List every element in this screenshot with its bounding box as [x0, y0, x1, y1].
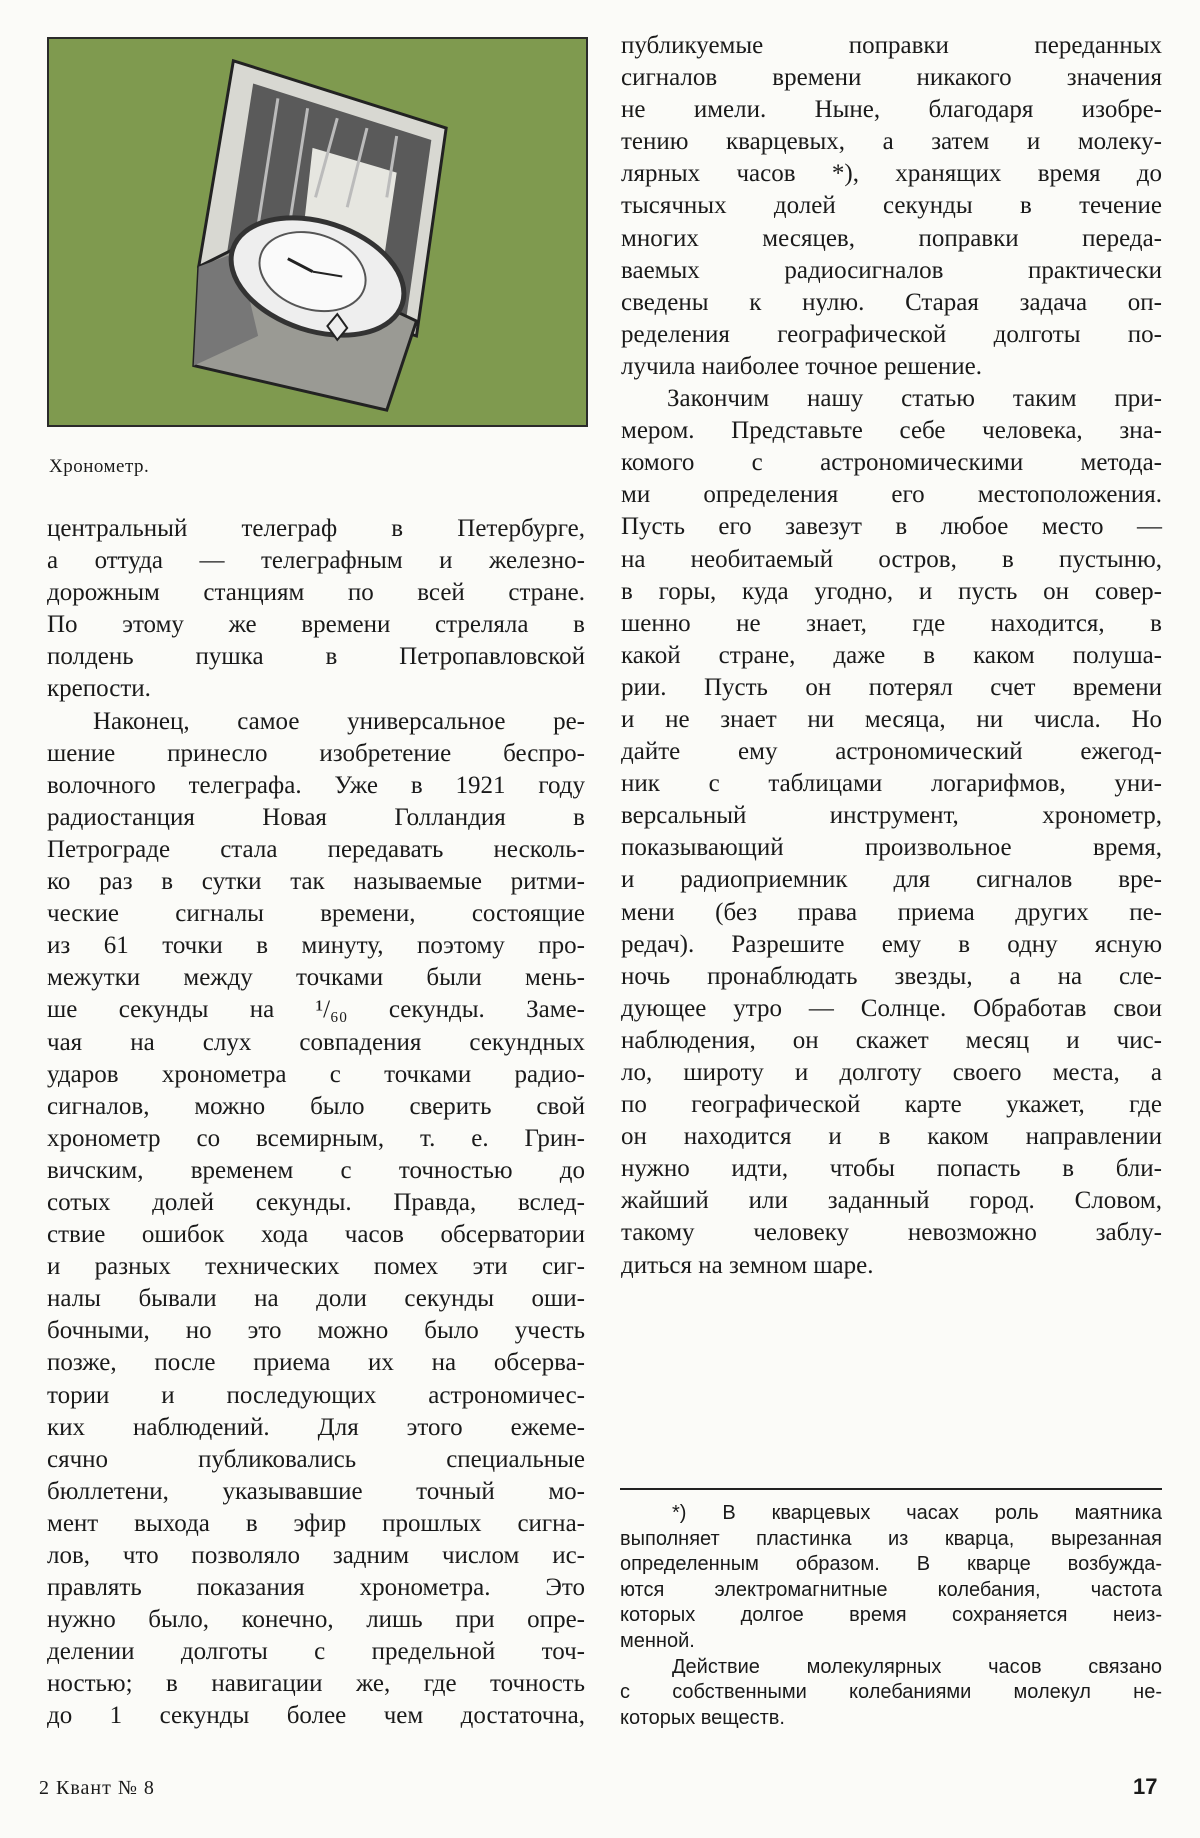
text-line: ударов хронометра с точками радио-: [47, 1060, 585, 1088]
text-line: которых веществ.: [620, 1706, 785, 1729]
paragraph: [47, 513, 585, 706]
text-line: версальный инструмент, хронометр,: [621, 802, 1162, 830]
text-line: тории и последующих астрономичес-: [47, 1381, 585, 1409]
text-line: по географической карте укажет, где: [621, 1091, 1162, 1119]
text-line: выполняет пластинка из кварца, вырезанная: [620, 1527, 1162, 1550]
text-line: не имели. Ныне, благодаря изобре-: [621, 96, 1162, 124]
text-line: позже, после приема их на обсерва-: [47, 1349, 585, 1377]
text-line: диться на земном шаре.: [621, 1251, 874, 1279]
text-line: ких наблюдений. Для этого ежеме-: [47, 1413, 585, 1441]
text-line: крепости.: [47, 675, 151, 703]
text-line: такому человеку невозможно заблу-: [621, 1219, 1162, 1247]
text-line: сигналов времени никакого значения: [621, 64, 1162, 92]
text-line: редач). Разрешите ему в одну ясную: [621, 930, 1162, 958]
text-line: он находится и в каком направлении: [621, 1123, 1162, 1151]
text-line: в горы, куда угодно, и пусть он совер-: [621, 577, 1162, 605]
text-line: мени (без права приема других пе-: [621, 898, 1162, 926]
text-line: По этому же времени стреляла в: [47, 611, 585, 639]
text-line: Пусть его завезут в любое место —: [621, 513, 1162, 541]
text-line: и разных технических помех эти сиг-: [47, 1253, 585, 1281]
text-line: определенным образом. В кварце возбужда-: [620, 1553, 1162, 1576]
text-line: вичским, временем с точностью до: [47, 1156, 585, 1184]
paragraph: [620, 1501, 1162, 1655]
text-line: ко раз в сутки так называемые ритми-: [47, 868, 585, 896]
text-line: Закончим нашу статью таким при-: [667, 385, 1162, 413]
text-line: сведены к нулю. Старая задача оп-: [621, 288, 1162, 316]
paragraph: [621, 30, 1162, 383]
text-line: многих месяцев, поправки переда-: [621, 224, 1162, 252]
text-line: делении долготы с предельной точ-: [47, 1638, 585, 1666]
text-line: ло, широту и долготу своего места, а: [621, 1059, 1162, 1086]
text-line: нужно идти, чтобы попасть в бли-: [621, 1155, 1162, 1183]
text-line: на необитаемый остров, в пустыню,: [621, 545, 1162, 573]
paragraph: [621, 383, 1162, 1282]
text-line: тысячных долей секунды в течение: [621, 192, 1162, 220]
text-line: центральный телеграф в Петербурге,: [47, 515, 585, 542]
text-line: тению кварцевых, а затем и молеку-: [621, 128, 1162, 156]
paragraph: [47, 706, 585, 1733]
text-line: публикуемые поправки переданных: [621, 32, 1162, 59]
text-line: а оттуда — телеграфным и железно-: [47, 547, 585, 575]
right-text-column: [621, 30, 1162, 1282]
text-line: какой стране, даже в каком полуша-: [621, 641, 1162, 669]
text-line: до 1 секунды более чем достаточна,: [47, 1702, 585, 1730]
text-line: сячно публиковались специальные: [47, 1445, 585, 1473]
text-line: ределения географической долготы по-: [621, 320, 1162, 348]
text-line: которых долгое время сохраняется неиз-: [620, 1604, 1162, 1627]
text-line: комого с астрономическими метода-: [621, 449, 1162, 477]
text-line: шение принесло изобретение беспро-: [47, 739, 585, 767]
text-line: дорожным станциям по всей стране.: [47, 579, 585, 607]
text-line: волочного телеграфа. Уже в 1921 году: [47, 771, 585, 799]
text-line: полдень пушка в Петропавловской: [47, 643, 585, 671]
text-line: Петрограде стала передавать несколь-: [47, 835, 585, 863]
text-line: показывающий произвольное время,: [621, 834, 1162, 862]
text-line: дующее утро — Солнце. Обработав свои: [621, 994, 1162, 1022]
text-line: хронометр со всемирным, т. е. Грин-: [47, 1124, 585, 1152]
footnote-divider: [620, 1488, 1162, 1490]
text-line: из 61 точки в минуту, поэтому про-: [47, 932, 585, 960]
text-line: и не знает ни месяца, ни числа. Но: [621, 705, 1162, 733]
text-line: бюллетени, указывавшие точный мо-: [47, 1477, 585, 1505]
text-line: наблюдения, он скажет месяц и чис-: [621, 1026, 1162, 1054]
text-line: Наконец, самое универсальное ре-: [93, 707, 585, 735]
text-line: ческие сигналы времени, состоящие: [47, 900, 585, 928]
text-line: нужно было, конечно, лишь при опре-: [47, 1606, 585, 1634]
text-line: сигналов, можно было сверить свой: [47, 1092, 585, 1120]
text-line: чая на слух совпадения секундных: [47, 1028, 585, 1056]
text-line: ночь пронаблюдать звезды, а на сле-: [621, 962, 1162, 990]
text-line: с собственными колебаниями молекул не-: [620, 1681, 1162, 1704]
text-line: правлять показания хронометра. Это: [47, 1574, 585, 1602]
text-line: лярных часов *), хранящих время до: [621, 160, 1162, 188]
text-line: радиостанция Новая Голландия в: [47, 803, 585, 831]
text-line: бочными, но это можно было учесть: [47, 1317, 585, 1345]
text-line: налы бывали на доли секунды оши-: [47, 1285, 585, 1313]
text-line: ми определения его местоположения.: [621, 481, 1162, 509]
chronometer-photo: [47, 37, 588, 427]
chronometer-illustration: [49, 39, 586, 425]
journal-issue-label: 2 Квант № 8: [39, 1777, 155, 1799]
text-line: ваемых радиосигналов практически: [621, 256, 1162, 284]
text-line: и радиоприемник для сигналов вре-: [621, 866, 1162, 894]
text-line: менной.: [620, 1629, 695, 1652]
text-line: жайший или заданный город. Словом,: [621, 1187, 1162, 1215]
text-line: *) В кварцевых часах роль маятника: [672, 1502, 1162, 1524]
text-line: рии. Пусть он потерял счет времени: [621, 673, 1162, 701]
text-line: мент выхода в эфир прошлых сигна-: [47, 1509, 585, 1537]
left-text-column: [47, 513, 585, 1733]
page-number: 17: [1133, 1774, 1158, 1799]
text-line: шенно не знает, где находится, в: [621, 609, 1162, 637]
text-line: дайте ему астрономический ежегод-: [621, 738, 1162, 766]
text-line: лов, что позволяло задним числом ис-: [47, 1542, 585, 1569]
text-line: Действие молекулярных часов связано: [672, 1655, 1162, 1678]
footnote: [620, 1501, 1162, 1731]
text-line: ник с таблицами логарифмов, уни-: [621, 770, 1162, 798]
text-line: лучила наиболее точное решение.: [621, 352, 983, 380]
text-line: ностью; в навигации же, где точность: [47, 1670, 585, 1698]
figure-caption: Хронометр.: [49, 456, 150, 477]
paragraph: [620, 1655, 1162, 1732]
text-line: ствие ошибок хода часов обсерватории: [47, 1221, 585, 1249]
text-line: мером. Представьте себе человека, зна-: [621, 417, 1162, 445]
text-line: сотых долей секунды. Правда, вслед-: [47, 1188, 585, 1216]
text-line: ются электромагнитные колебания, частота: [620, 1578, 1162, 1601]
text-line: межутки между точками были мень-: [47, 964, 585, 992]
text-line: ше секунды на ¹/₆₀ секунды. Заме-: [47, 996, 585, 1024]
